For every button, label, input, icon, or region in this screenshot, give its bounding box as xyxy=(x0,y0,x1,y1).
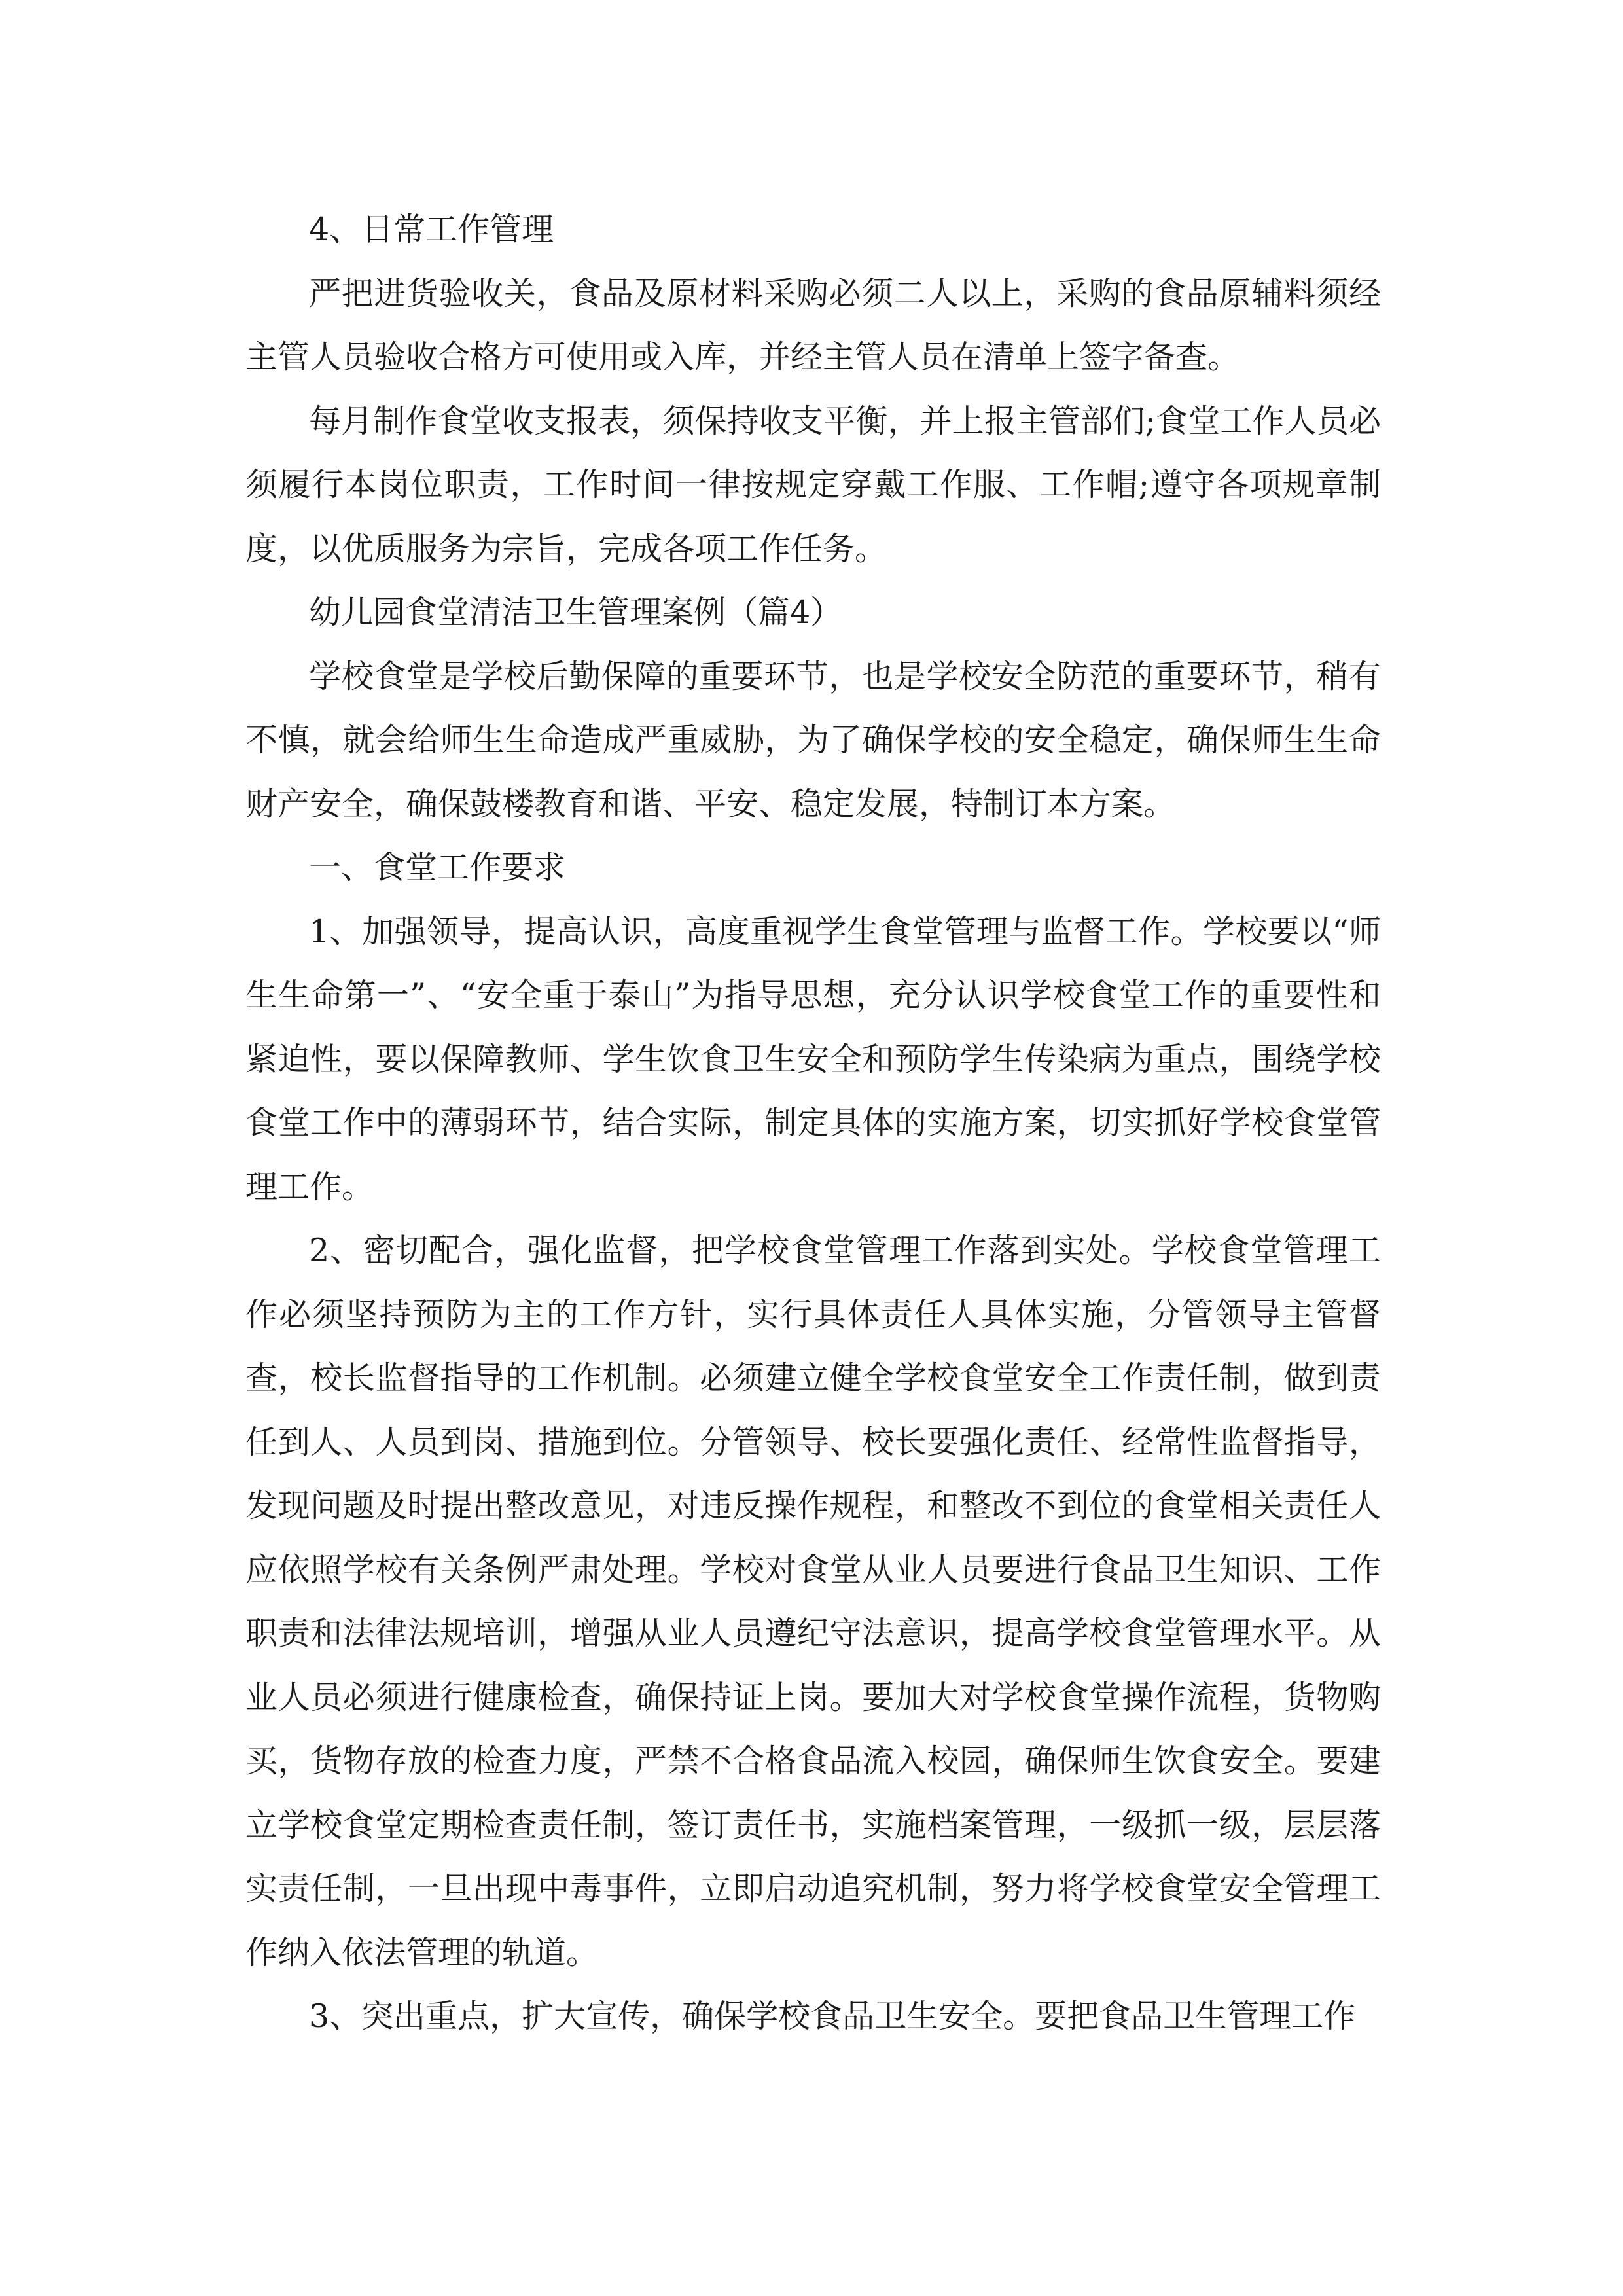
paragraph-requirement-2: 2、密切配合，强化监督，把学校食堂管理工作落到实处。学校食堂管理工作必须坚持预防为主的工作方针，实行具体责任人具体实施，分管领导主管督查，校长监督指导的工作机制。必须建立健全学校食堂安全工作责任制，做到责任到人、人员到岗、措施到位。分管领导、校长要强化责任、经常性监督指导，发现问题及时提出整改意见，对违反操作规程，和整改不到位的食堂相关责任人应依照学校有关条例严肃处理。学校对食堂从业人员要进行食品卫生知识、工作职责和法律法规培训，增强从业人员遵纪守法意识，提高学校食堂管理水平。从业人员必须进行健康检查，确保持证上岗。要加大对学校食堂操作流程，货物购买，货物存放的检查力度，严禁不合格食品流入校园，确保师生饮食安全。要建立学校食堂定期检查责任制，签订责任书，实施档案管理，一级抓一级，层层落实责任制，一旦出现中毒事件，立即启动追究机制，努力将学校食堂安全管理工作纳入依法管理的轨道。 xyxy=(245,1232,1381,1971)
paragraph-monthly-report: 每月制作食堂收支报表，须保持收支平衡，并上报主管部们;食堂工作人员必须履行本岗位职责，工作时间一律按规定穿戴工作服、工作帽;遵守各项规章制度，以优质服务为宗旨，完成各项工作任务。 xyxy=(245,402,1381,567)
paragraph-requirement-3: 3、突出重点，扩大宣传，确保学校食品卫生安全。要把食品卫生管理工作 xyxy=(309,1998,1356,2035)
heading-canteen-requirements: 一、食堂工作要求 xyxy=(309,849,566,886)
section-title-case-4: 幼儿园食堂清洁卫生管理案例（篇4） xyxy=(309,594,843,631)
paragraph-canteen-intro: 学校食堂是学校后勤保障的重要环节，也是学校安全防范的重要环节，稍有不慎，就会给师生生命造成严重威胁，为了确保学校的安全稳定，确保师生生命财产安全，确保鼓楼教育和谐、平安、稳定发展，特制订本方案。 xyxy=(245,657,1381,823)
document-body xyxy=(245,198,1381,2049)
paragraph-procurement: 严把进货验收关，食品及原材料采购必须二人以上，采购的食品原辅料须经主管人员验收合格方可使用或入库，并经主管人员在清单上签字备查。 xyxy=(245,274,1381,376)
paragraph-requirement-1: 1、加强领导，提高认识，高度重视学生食堂管理与监督工作。学校要以“师生生命第一”、“安全重于泰山”为指导思想，充分认识学校食堂工作的重要性和紧迫性，要以保障教师、学生饮食卫生安全和预防学生传染病为重点，围绕学校食堂工作中的薄弱环节，结合实际，制定具体的实施方案，切实抓好学校食堂管理工作。 xyxy=(245,912,1381,1206)
heading-daily-management: 4、日常工作管理 xyxy=(309,211,554,248)
